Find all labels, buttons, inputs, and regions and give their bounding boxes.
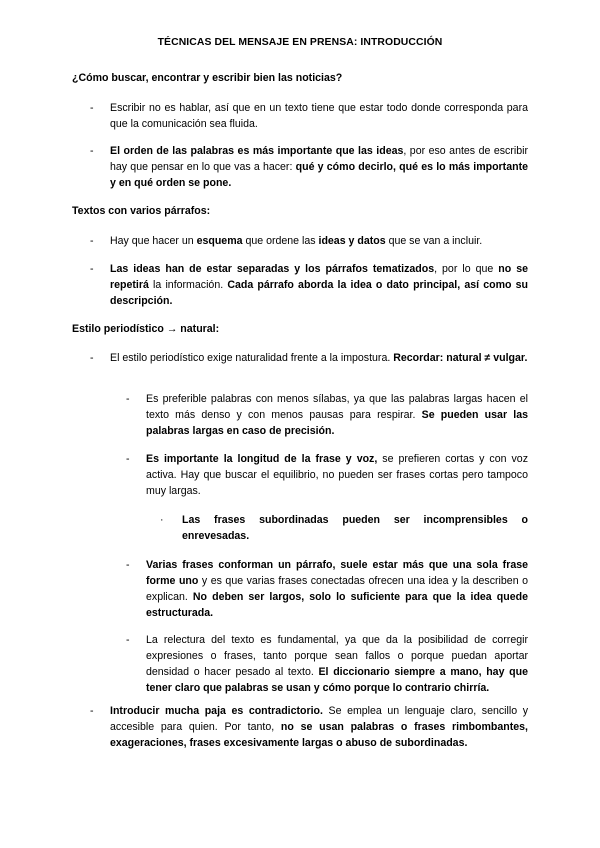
bullet-escribir-no-es-hablar <box>90 100 528 132</box>
bullet-text: Hay que hacer un <box>110 235 197 247</box>
bullet-text: Se emplea un lenguaje claro, sencillo y accesible para quien. Por tanto, <box>110 705 528 733</box>
bullet-esquema <box>90 233 528 249</box>
bullet-text: Es preferible palabras con menos sílabas, ya que las palabras largas hacen el texto más denso y con menos pausas para respirar. <box>146 393 528 421</box>
bullet-dash: - <box>90 145 94 157</box>
bullet-text: , por eso antes de escribir hay que pensar en lo que vas a hacer: <box>110 145 528 173</box>
bullet-text: que ordene las <box>242 235 319 247</box>
subbullet-longitud-frase <box>126 451 528 499</box>
bold-text: esquema <box>196 235 243 247</box>
bullet-dash: - <box>126 559 130 571</box>
bold-text: Las ideas han de estar separadas y los párrafos tematizados <box>110 263 435 275</box>
bullet-dash: - <box>90 705 94 717</box>
bold-text: El orden de las palabras es más importante que las ideas <box>110 145 404 157</box>
bullet-dash: - <box>90 235 94 247</box>
bullet-dash: - <box>90 352 94 364</box>
bullet-paja <box>90 703 528 751</box>
subbullet-palabras-silabas <box>126 391 529 439</box>
bullet-ideas-separadas <box>90 261 528 309</box>
bullet-naturalidad <box>90 350 528 366</box>
bullet-dash: - <box>126 634 130 646</box>
bullet-text: Escribir no es hablar, así que en un texto tiene que estar todo donde corresponda para que la comunicación sea fluida. <box>110 102 528 130</box>
bold-text: qué y cómo decirlo, qué es lo más importante y en qué orden se pone. <box>110 161 528 189</box>
bold-text: Las frases subordinadas pueden ser incomprensibles o enrevesadas. <box>182 514 528 542</box>
bullet-text: El estilo periodístico exige naturalidad frente a la impostura. <box>110 352 394 364</box>
bold-text: Introducir mucha paja es contradictorio. <box>110 705 323 717</box>
bullet-orden-palabras <box>90 143 528 191</box>
bold-text: Se pueden usar las palabras largas en caso de precisión. <box>146 409 529 437</box>
bullet-dash: - <box>126 393 130 405</box>
bullet-dash: - <box>90 102 94 114</box>
bullet-dash: - <box>90 263 94 275</box>
subbullet-relectura <box>126 632 528 696</box>
bullet-text: se prefieren cortas y con voz activa. Hay que buscar el equilibrio, no pueden ser frases cortas pero tampoco muy largas. <box>146 453 528 497</box>
page-title: TÉCNICAS DEL MENSAJE EN PRENSA: INTRODUCCIÓN <box>157 37 443 48</box>
bold-text: El diccionario siempre a mano, hay que tener claro que palabras se usan y cómo porque lo contrario chirría. <box>146 666 528 694</box>
bold-text: Recordar: natural ≠ vulgar. <box>393 352 528 364</box>
bullet-dot: · <box>160 514 164 526</box>
section-heading-busqueda: ¿Cómo buscar, encontrar y escribir bien las noticias? <box>72 72 343 84</box>
bold-text: no se usan palabras o frases rimbombantes, exageraciones, frases excesivamente largas o abuso de subordinadas. <box>110 721 528 749</box>
bold-text: Es importante la longitud de la frase y voz, <box>146 453 378 465</box>
bold-text: Cada párrafo aborda la idea o dato principal, así como su descripción. <box>110 279 528 307</box>
bold-text: ideas y datos <box>318 235 386 247</box>
bold-text: no se repetirá <box>110 263 528 291</box>
section-heading-parrafos: Textos con varios párrafos: <box>72 205 211 217</box>
subsubbullet-subordinadas <box>160 512 528 544</box>
section-heading-estilo: Estilo periodístico → natural: <box>72 323 220 335</box>
bullet-text: , por lo que <box>434 263 499 275</box>
subbullet-varias-frases <box>126 557 528 621</box>
bullet-text: y es que varias frases conectadas ofrecen una idea y la describen o explican. <box>146 575 528 603</box>
bold-text: No deben ser largos, solo lo suficiente para que la idea quede estructurada. <box>146 591 528 619</box>
bullet-text: la información. <box>148 279 228 291</box>
bullet-text: La relectura del texto es fundamental, ya que da la posibilidad de corregir expresiones o frases, tanto porque sean fallos o porque puedan aportar densidad o hacer pesado al texto. <box>146 634 528 678</box>
bullet-dash: - <box>126 453 130 465</box>
bullet-text: que se van a incluir. <box>385 235 483 247</box>
bold-text: Varias frases conforman un párrafo, suele estar más que una sola frase forme uno <box>146 559 528 587</box>
